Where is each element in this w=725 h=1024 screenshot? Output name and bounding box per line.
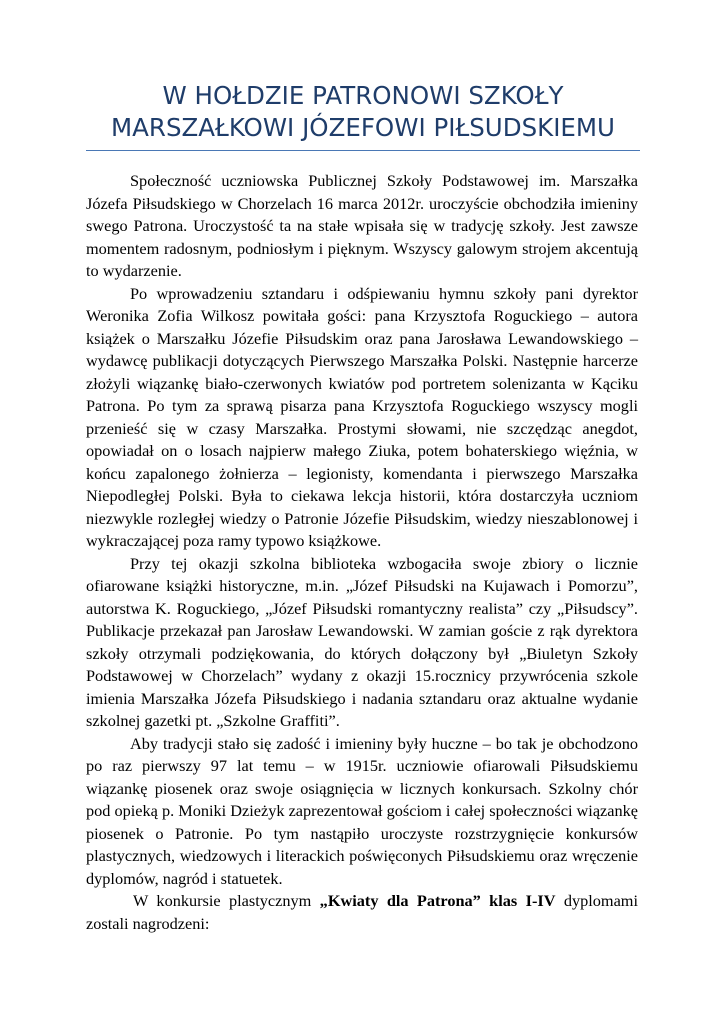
paragraph-4: Aby tradycji stało się zadość i imieniny były huczne – bo tak je obchodzono po raz pierwszy 97 lat temu – w 1915r. uczniowie ofiarowali Piłsudskiemu wiązankę piosenek oraz swoje osiągnięcia w licznych konkursach. Szkolny chór pod opieką p. Moniki Dzieżyk zaprezentował gościom i całej społeczności wiązankę piosenek o Patronie. Po tym nastąpiło uroczyste rozstrzygnięcie konkursów plastycznych, wiedzowych i literackich poświęconych Piłsudskiemu oraz wręczenie dyplomów, nagród i statuetek. xyxy=(86,733,639,888)
paragraph-5-lead: W konkursie plastycznym xyxy=(133,891,320,910)
paragraph-5-tail: dyplomami zostali nagrodzeni: xyxy=(86,891,638,933)
article-body xyxy=(86,170,638,935)
title-line-2: MARSZAŁKOWI JÓZEFOWI PIŁSUDSKIEMU xyxy=(111,113,615,142)
paragraph-1: Społeczność uczniowska Publicznej Szkoły Podstawowej im. Marszałka Józefa Piłsudskiego w Chorzelach 16 marca 2012r. uroczyście obchodziła imieniny swego Patrona. Uroczystość ta na stałe wpisała się w tradycję szkoły. Jest zawsze momentem radosnym, podniosłym i pięknym. Wszyscy galowym strojem akcentują to wydarzenie. xyxy=(86,171,638,280)
paragraph-3: Przy tej okazji szkolna biblioteka wzbogaciła swoje zbiory o licznie ofiarowane książki historyczne, m.in. „Józef Piłsudski na Kujawach i Pomorzu”, autorstwa K. Roguckiego, „Józef Piłsudski romantyczny realista” czy „Piłsudscy”. Publikacje przekazał pan Jarosław Lewandowski. W zamian goście z rąk dyrektora szkoły otrzymali podziękowania, do których dołączony był „Biuletyn Szkoły Podstawowej w Chorzelach” wydany z okazji 15.rocznicy przywrócenia szkole imienia Marszałka Józefa Piłsudskiego i nadania sztandaru oraz aktualne wydanie szkolnej gazetki pt. „Szkolne Graffiti”. xyxy=(86,553,638,730)
paragraph-5 xyxy=(86,890,638,935)
title-divider xyxy=(86,150,640,151)
paragraph-2: Po wprowadzeniu sztandaru i odśpiewaniu hymnu szkoły pani dyrektor Weronika Zofia Wilkosz powitała gości: pana Krzysztofa Roguckiego – autora książek o Marszałku Józefie Piłsudskim oraz pana Jarosława Lewandowskiego –wydawcę publikacji dotyczących Pierwszego Marszałka Polski. Następnie harcerze złożyli wiązankę biało-czerwonych kwiatów pod portretem solenizanta w Kąciku Patrona. Po tym za sprawą pisarza pana Krzysztofa Roguckiego wszyscy mogli przenieść się w czasy Marszałka. Prostymi słowami, nie szczędząc anegdot, opowiadał on o losach najpierw małego Ziuka, potem bohaterskiego więźnia, w końcu zapalonego żołnierza – legionisty, komendanta i pierwszego Marszałka Niepodległej Polski. Była to ciekawa lekcja historii, która dostarczyła uczniom niezwykle rozległej wiedzy o Patronie Józefie Piłsudskim, wiedzy nieszablonowej i wykraczającej poza ramy typowo książkowe. xyxy=(86,283,638,550)
title-line-1: W HOŁDZIE PATRONOWI SZKOŁY xyxy=(162,81,564,110)
page-title xyxy=(86,80,640,144)
contest-name: „Kwiaty dla Patrona” klas I-IV xyxy=(319,891,556,910)
